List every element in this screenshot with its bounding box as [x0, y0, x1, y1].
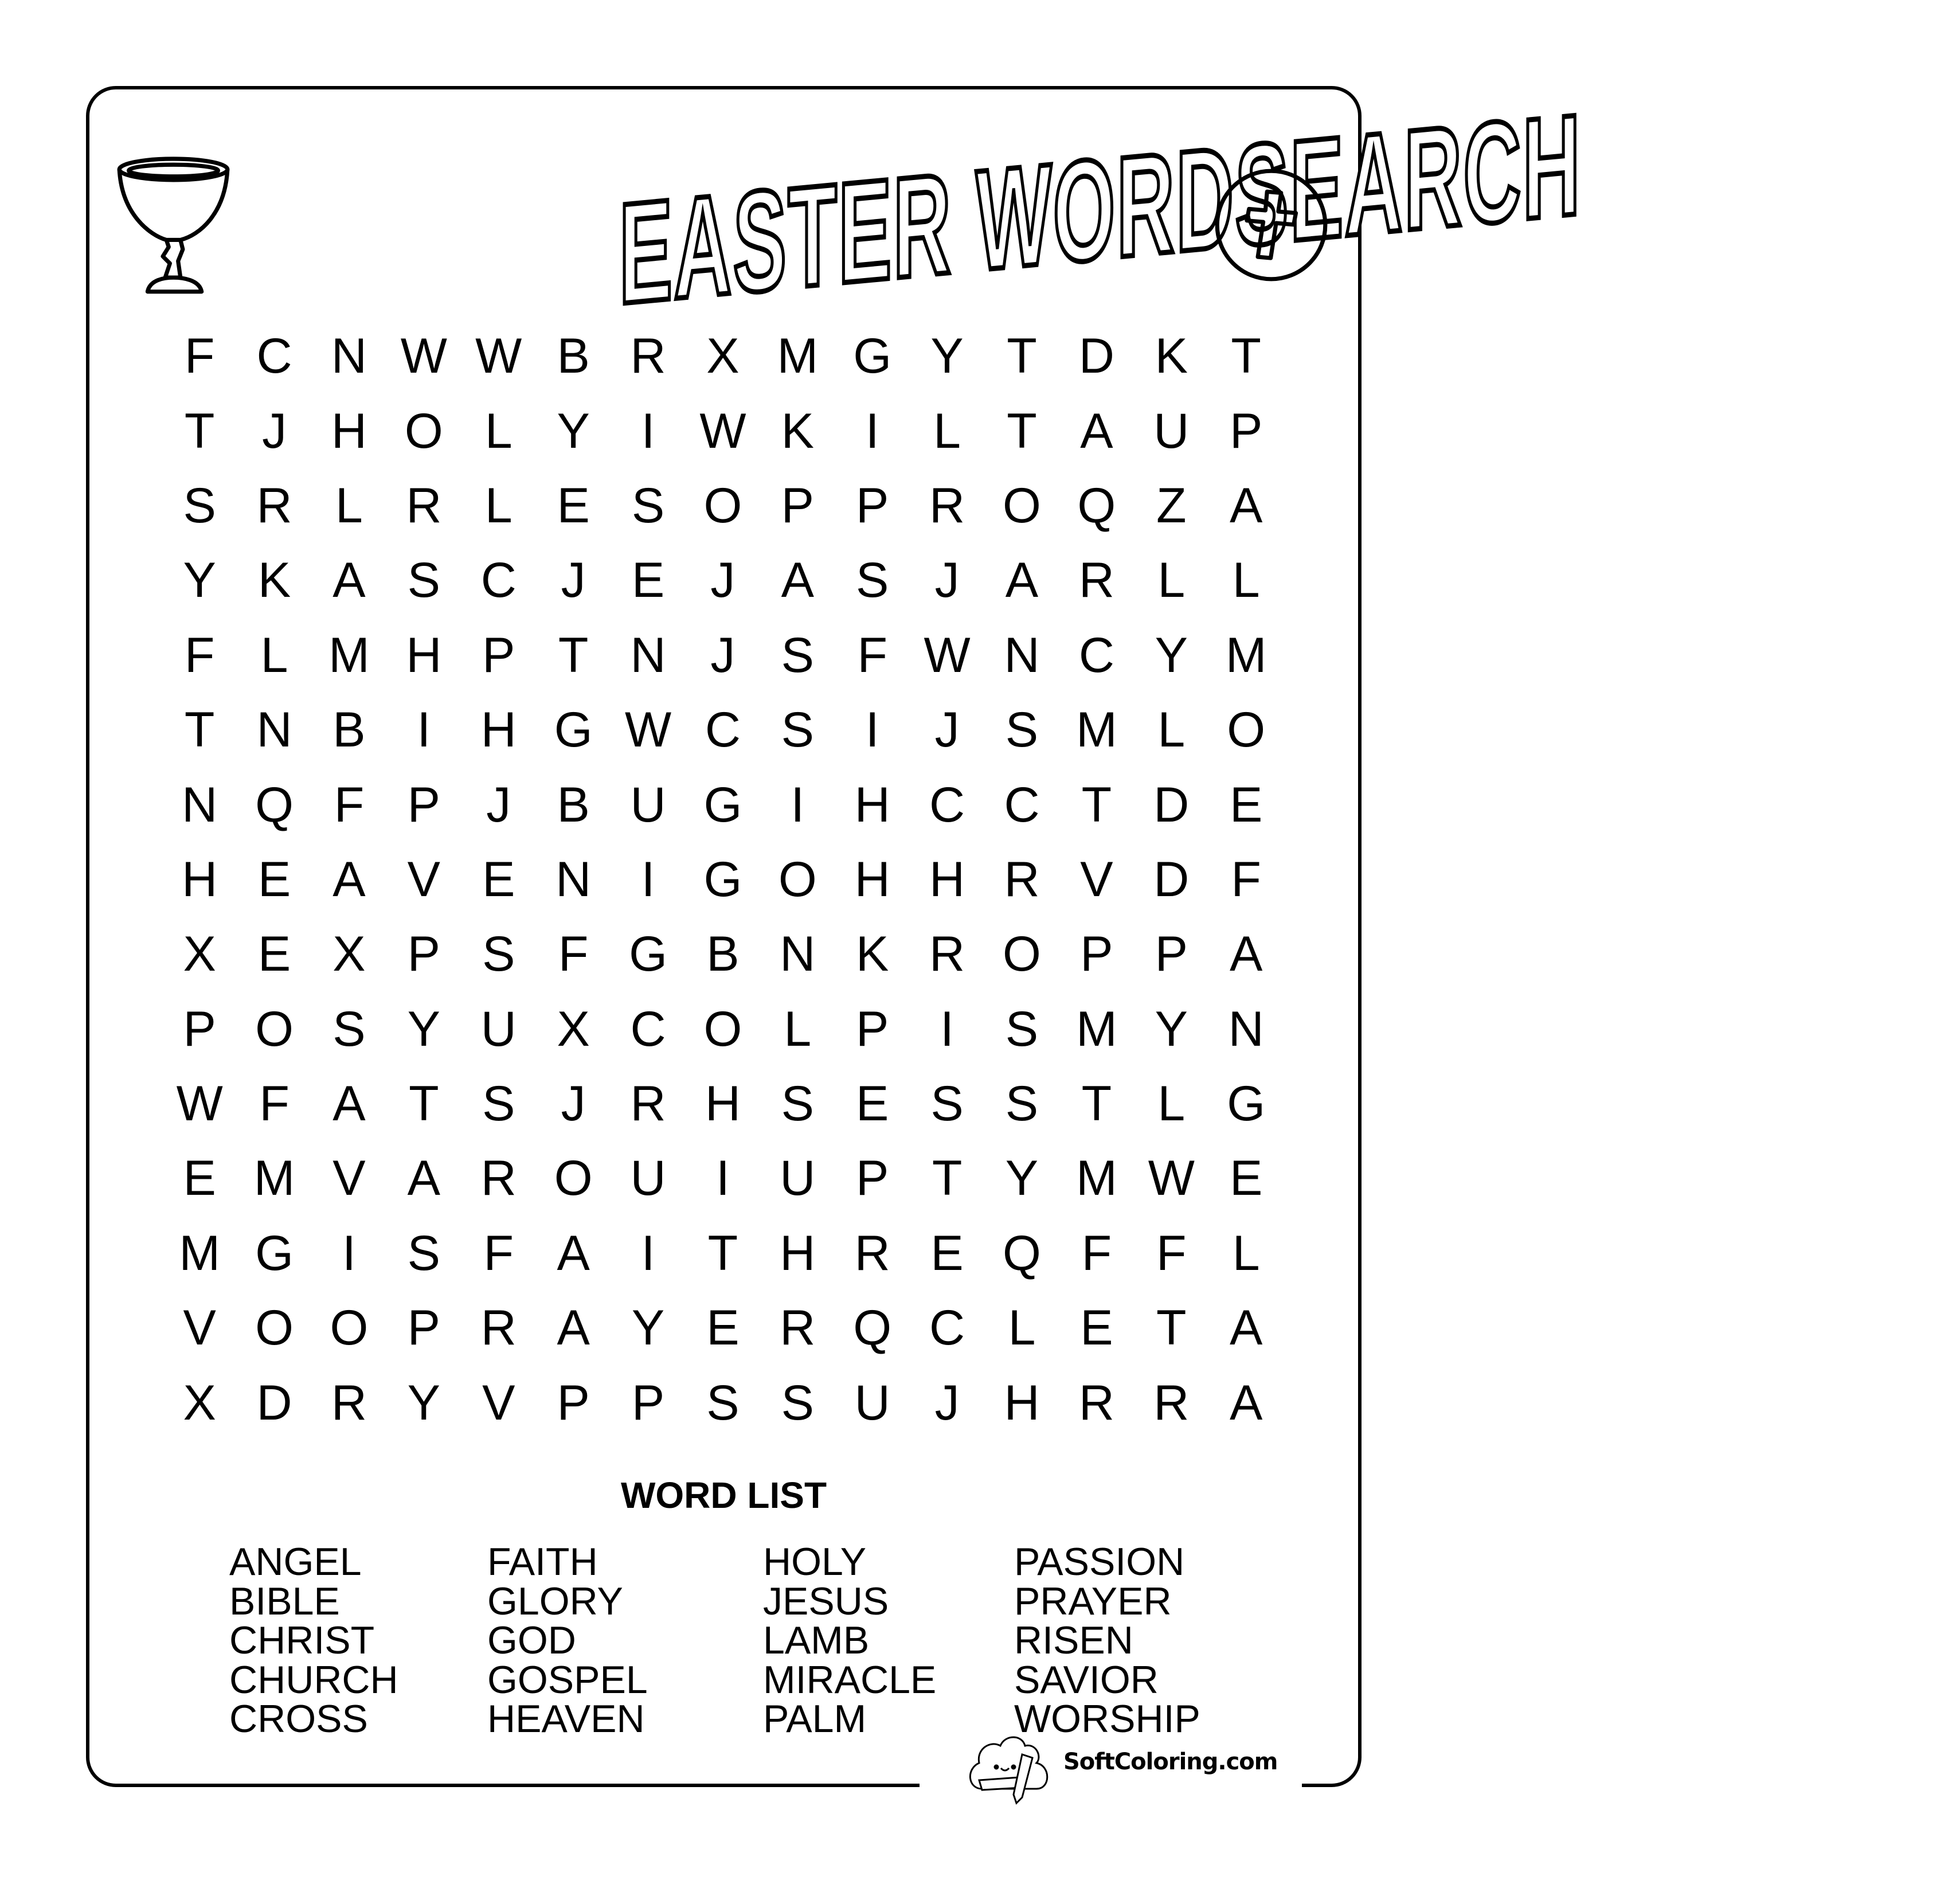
grid-letter: Y: [407, 1001, 441, 1057]
grid-letter: C: [630, 1001, 666, 1057]
grid-letter: L: [1157, 1076, 1186, 1132]
grid-letter: A: [557, 1225, 590, 1281]
grid-letter: V: [407, 851, 441, 907]
grid-letter: L: [260, 627, 288, 683]
grid-letter: W: [176, 1076, 223, 1132]
grid-letter: O: [255, 1001, 294, 1057]
grid-letter: P: [1229, 403, 1263, 459]
grid-letter: C: [1004, 777, 1040, 832]
grid-letter: R: [331, 1375, 367, 1430]
grid-letter: S: [332, 1001, 366, 1057]
grid-letter: T: [1081, 1076, 1112, 1132]
grid-letter: R: [630, 1076, 666, 1132]
grid-letter: A: [1229, 927, 1263, 982]
grid-letter: Q: [1077, 478, 1116, 533]
grid-letter: H: [480, 702, 517, 758]
grid-letter: T: [932, 1151, 963, 1206]
grid-letter: E: [1229, 1151, 1263, 1206]
grid-letter: W: [699, 403, 746, 459]
grid-letter: S: [482, 1076, 515, 1132]
grid-letter: J: [710, 627, 736, 683]
grid-letter: Y: [1155, 627, 1188, 683]
grid-letter: Y: [631, 1300, 665, 1356]
grid-letter: Q: [255, 777, 294, 832]
grid-letter: J: [934, 702, 960, 758]
grid-letter: C: [929, 777, 965, 832]
grid-letter: L: [1157, 702, 1186, 758]
grid-letter: F: [857, 627, 887, 683]
grid-letter: E: [930, 1225, 964, 1281]
word-list-item: BIBLE: [229, 1579, 340, 1623]
word-list-item: CHRIST: [229, 1619, 375, 1662]
grid-letter: E: [257, 927, 291, 982]
grid-letter: T: [558, 627, 589, 683]
grid-letter: L: [933, 403, 961, 459]
grid-letter: T: [1081, 777, 1112, 832]
word-list-title: WORD LIST: [620, 1475, 827, 1516]
grid-letter: P: [1080, 927, 1113, 982]
grid-letter: J: [561, 553, 586, 608]
grid-letter: E: [631, 553, 665, 608]
grid-letter: P: [856, 1151, 889, 1206]
grid-letter: P: [183, 1001, 216, 1057]
grid-letter: I: [865, 403, 879, 459]
grid-letter: M: [179, 1225, 221, 1281]
grid-letter: V: [183, 1300, 216, 1356]
grid-letter: E: [706, 1300, 740, 1356]
grid-letter: E: [856, 1076, 889, 1132]
grid-letter: R: [929, 478, 965, 533]
grid-letter: S: [781, 1375, 814, 1430]
grid-letter: L: [484, 478, 513, 533]
grid-letter: D: [256, 1375, 292, 1430]
grid-letter: A: [1005, 553, 1039, 608]
word-list-item: WORSHIP: [1014, 1697, 1200, 1741]
grid-letter: P: [856, 478, 889, 533]
grid-letter: S: [706, 1375, 740, 1430]
grid-letter: C: [256, 329, 292, 384]
word-list-item: GLORY: [487, 1579, 623, 1623]
grid-letter: O: [330, 1300, 369, 1356]
grid-letter: A: [1229, 1300, 1263, 1356]
grid-letter: I: [641, 1225, 655, 1281]
grid-letter: Y: [930, 329, 964, 384]
word-list-item: FAITH: [487, 1540, 598, 1584]
grid-letter: B: [557, 777, 590, 832]
grid-letter: D: [1153, 851, 1190, 907]
grid-letter: P: [856, 1001, 889, 1057]
grid-letter: F: [558, 927, 589, 982]
grid-letter: B: [332, 702, 366, 758]
grid-letter: V: [1080, 851, 1113, 907]
cloud-pencil-icon: [965, 1731, 1062, 1806]
grid-letter: J: [561, 1076, 586, 1132]
grid-letter: U: [854, 1375, 890, 1430]
grid-letter: O: [703, 478, 742, 533]
grid-letter: U: [1153, 403, 1190, 459]
grid-letter: K: [781, 403, 814, 459]
grid-letter: Q: [853, 1300, 892, 1356]
grid-letter: O: [554, 1151, 593, 1206]
grid-letter: A: [1229, 1375, 1263, 1430]
grid-letter: L: [1232, 1225, 1260, 1281]
grid-letter: R: [854, 1225, 890, 1281]
grid-letter: Y: [183, 553, 216, 608]
grid-letter: O: [255, 1300, 294, 1356]
grid-letter: D: [1078, 329, 1114, 384]
grid-letter: A: [1080, 403, 1113, 459]
grid-letter: P: [482, 627, 515, 683]
grid-letter: L: [1008, 1300, 1036, 1356]
grid-letter: J: [486, 777, 511, 832]
grid-letter: T: [707, 1225, 738, 1281]
grid-letter: J: [934, 553, 960, 608]
grid-letter: T: [1231, 329, 1261, 384]
grid-letter: T: [184, 403, 215, 459]
grid-letter: W: [400, 329, 447, 384]
title-text: EASTER WORDSEARCH: [619, 84, 1582, 334]
word-column-4: [1014, 1542, 1200, 1739]
word-list-item: RISEN: [1014, 1619, 1133, 1662]
grid-letter: C: [1078, 627, 1114, 683]
grid-letter: I: [791, 777, 805, 832]
grid-letter: T: [1007, 403, 1037, 459]
grid-letter: G: [1227, 1076, 1266, 1132]
grid-letter: X: [557, 1001, 590, 1057]
word-list-item: GOD: [487, 1619, 576, 1662]
grid-letter: O: [1227, 702, 1266, 758]
word-list-item: SAVIOR: [1014, 1658, 1159, 1702]
grid-letter: E: [557, 478, 590, 533]
letter-grid: [162, 319, 1284, 1440]
grid-letter: N: [555, 851, 592, 907]
word-list-item: CHURCH: [229, 1658, 398, 1702]
grid-letter: R: [1004, 851, 1040, 907]
word-list-item: ANGEL: [229, 1540, 362, 1584]
word-list-item: CROSS: [229, 1697, 368, 1741]
grid-letter: C: [929, 1300, 965, 1356]
grid-letter: A: [1229, 478, 1263, 533]
grid-letter: K: [257, 553, 291, 608]
grid-letter: N: [331, 329, 367, 384]
grid-letter: S: [631, 478, 665, 533]
grid-letter: G: [703, 851, 742, 907]
grid-letter: F: [1156, 1225, 1187, 1281]
grid-letter: A: [557, 1300, 590, 1356]
grid-letter: P: [781, 478, 814, 533]
grid-letter: T: [1007, 329, 1037, 384]
grid-letter: E: [1080, 1300, 1113, 1356]
grid-letter: F: [184, 627, 215, 683]
grid-letter: I: [417, 702, 431, 758]
grid-letter: X: [183, 927, 216, 982]
grid-letter: M: [1076, 1001, 1117, 1057]
grid-letter: I: [641, 851, 655, 907]
grid-letter: S: [930, 1076, 964, 1132]
grid-letter: A: [332, 851, 366, 907]
grid-letter: U: [480, 1001, 517, 1057]
grid-letter: A: [332, 553, 366, 608]
grid-letter: L: [1157, 553, 1186, 608]
grid-letter: V: [482, 1375, 515, 1430]
grid-letter: N: [1228, 1001, 1264, 1057]
grid-letter: F: [334, 777, 365, 832]
grid-letter: L: [784, 1001, 812, 1057]
grid-letter: T: [184, 702, 215, 758]
grid-letter: C: [705, 702, 741, 758]
word-list-item: MIRACLE: [763, 1658, 937, 1702]
grid-letter: G: [629, 927, 667, 982]
grid-letter: H: [929, 851, 965, 907]
grid-letter: N: [780, 927, 816, 982]
grid-letter: Z: [1156, 478, 1187, 533]
grid-letter: Y: [407, 1375, 441, 1430]
grid-letter: R: [929, 927, 965, 982]
word-list-item: LAMB: [763, 1619, 870, 1662]
grid-letter: I: [641, 403, 655, 459]
grid-letter: V: [332, 1151, 366, 1206]
grid-letter: S: [781, 1076, 814, 1132]
grid-letter: R: [480, 1151, 517, 1206]
word-list-item: PASSION: [1014, 1540, 1185, 1584]
grid-letter: H: [854, 851, 890, 907]
grid-letter: O: [703, 1001, 742, 1057]
grid-letter: E: [1229, 777, 1263, 832]
grid-letter: B: [557, 329, 590, 384]
grid-letter: M: [253, 1151, 295, 1206]
grid-letter: H: [854, 777, 890, 832]
grid-letter: E: [257, 851, 291, 907]
grid-letter: I: [940, 1001, 954, 1057]
grid-letter: X: [183, 1375, 216, 1430]
grid-letter: S: [1005, 1076, 1039, 1132]
grid-letter: G: [554, 702, 593, 758]
grid-letter: H: [780, 1225, 816, 1281]
word-list-item: PALM: [763, 1697, 867, 1741]
word-list-item: HOLY: [763, 1540, 867, 1584]
grid-letter: M: [1076, 1151, 1117, 1206]
grid-letter: Y: [1155, 1001, 1188, 1057]
grid-letter: R: [480, 1300, 517, 1356]
grid-letter: K: [856, 927, 889, 982]
grid-letter: M: [1225, 627, 1267, 683]
grid-letter: T: [409, 1076, 439, 1132]
word-list-item: PRAYER: [1014, 1579, 1172, 1623]
grid-letter: S: [781, 702, 814, 758]
grid-letter: Q: [1003, 1225, 1041, 1281]
grid-letter: J: [710, 553, 736, 608]
grid-letter: I: [715, 1151, 730, 1206]
grid-letter: Y: [1005, 1151, 1039, 1206]
grid-letter: N: [630, 627, 666, 683]
grid-letter: F: [259, 1076, 289, 1132]
grid-letter: P: [407, 1300, 441, 1356]
word-column-2: [487, 1542, 648, 1739]
grid-letter: M: [777, 329, 819, 384]
grid-letter: O: [1003, 478, 1041, 533]
grid-letter: N: [1004, 627, 1040, 683]
logo-text: SoftColoring.com: [1063, 1749, 1278, 1775]
grid-letter: E: [183, 1151, 216, 1206]
grid-letter: W: [924, 627, 971, 683]
grid-letter: S: [407, 553, 441, 608]
grid-letter: F: [184, 329, 215, 384]
grid-letter: P: [407, 927, 441, 982]
grid-letter: E: [482, 851, 515, 907]
grid-letter: K: [1155, 329, 1188, 384]
grid-letter: P: [631, 1375, 665, 1430]
grid-letter: W: [475, 329, 522, 384]
grid-letter: F: [1231, 851, 1261, 907]
grid-letter: G: [703, 777, 742, 832]
grid-letter: M: [1076, 702, 1117, 758]
grid-letter: X: [706, 329, 740, 384]
grid-letter: H: [705, 1076, 741, 1132]
grid-letter: S: [1005, 1001, 1039, 1057]
grid-letter: B: [706, 927, 740, 982]
grid-letter: T: [1156, 1300, 1187, 1356]
word-list-item: JESUS: [763, 1579, 889, 1623]
grid-letter: P: [557, 1375, 590, 1430]
grid-letter: H: [1004, 1375, 1040, 1430]
grid-letter: S: [1005, 702, 1039, 758]
grid-letter: S: [781, 627, 814, 683]
grid-letter: P: [1155, 927, 1188, 982]
grid-letter: S: [482, 927, 515, 982]
grid-letter: U: [630, 1151, 666, 1206]
grid-letter: F: [1081, 1225, 1112, 1281]
grid-letter: I: [865, 702, 879, 758]
grid-letter: R: [256, 478, 292, 533]
grid-letter: J: [262, 403, 287, 459]
grid-letter: R: [780, 1300, 816, 1356]
grid-letter: L: [484, 403, 513, 459]
grid-letter: N: [256, 702, 292, 758]
grid-letter: H: [331, 403, 367, 459]
grid-letter: A: [332, 1076, 366, 1132]
grid-letter: M: [328, 627, 370, 683]
grid-letter: N: [182, 777, 218, 832]
grid-letter: W: [1148, 1151, 1195, 1206]
grid-letter: Y: [557, 403, 590, 459]
grid-letter: G: [255, 1225, 294, 1281]
grid-letter: O: [404, 403, 443, 459]
grid-letter: U: [630, 777, 666, 832]
grid-letter: C: [480, 553, 517, 608]
grid-letter: S: [183, 478, 216, 533]
grid-letter: I: [342, 1225, 356, 1281]
grid-letter: O: [778, 851, 817, 907]
word-column-1: [229, 1542, 398, 1739]
grid-letter: L: [1232, 553, 1260, 608]
grid-letter: X: [332, 927, 366, 982]
grid-letter: P: [407, 777, 441, 832]
grid-letter: F: [483, 1225, 514, 1281]
grid-letter: S: [407, 1225, 441, 1281]
grid-letter: L: [335, 478, 363, 533]
grid-letter: S: [856, 553, 889, 608]
cross-circle-icon: [1212, 166, 1330, 284]
grid-letter: H: [182, 851, 218, 907]
page-title: [241, 84, 1582, 334]
grid-letter: D: [1153, 777, 1190, 832]
grid-letter: R: [630, 329, 666, 384]
grid-letter: R: [1078, 553, 1114, 608]
word-column-3: [763, 1542, 936, 1739]
grid-letter: J: [934, 1375, 960, 1430]
grid-letter: O: [1003, 927, 1041, 982]
softcoloring-logo: [965, 1731, 1278, 1806]
word-list-item: HEAVEN: [487, 1697, 645, 1741]
grid-letter: R: [1153, 1375, 1190, 1430]
word-list-item: GOSPEL: [487, 1658, 648, 1702]
grid-letter: A: [407, 1151, 441, 1206]
chalice-icon: [115, 155, 232, 304]
grid-letter: R: [1078, 1375, 1114, 1430]
grid-letter: U: [780, 1151, 816, 1206]
grid-letter: H: [406, 627, 442, 683]
grid-letter: G: [853, 329, 892, 384]
grid-letter: W: [624, 702, 672, 758]
grid-letter: A: [781, 553, 814, 608]
grid-letter: R: [406, 478, 442, 533]
